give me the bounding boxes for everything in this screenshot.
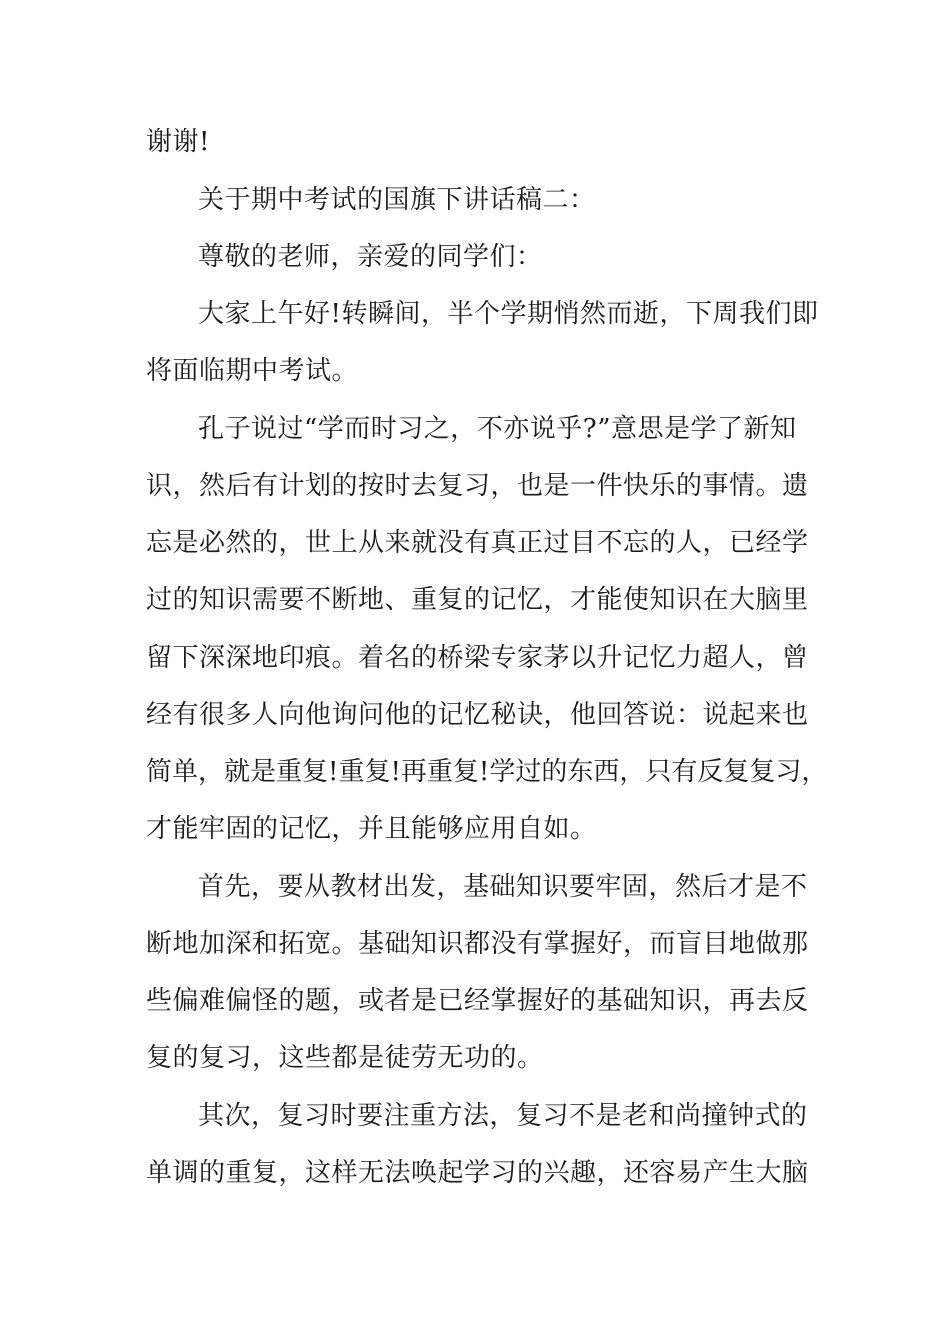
paragraph-line: 识，然后有计划的按时去复习，也是一件快乐的事情。遗	[146, 471, 809, 501]
section-title: 关于期中考试的国旗下讲话稿二：	[198, 185, 596, 215]
paragraph-line: 其次，复习时要注重方法，复习不是老和尚撞钟式的	[198, 1101, 808, 1131]
paragraph-line: 复的复习，这些都是徒劳无功的。	[146, 1043, 544, 1073]
paragraph-line: 忘是必然的，世上从来就没有真正过目不忘的人，已经学	[146, 528, 809, 558]
paragraph-line: 首先，要从教材出发，基础知识要牢固，然后才是不	[198, 872, 808, 902]
paragraph-line: 将面临期中考试。	[146, 356, 359, 386]
paragraph-line: 孔子说过“学而时习之，不亦说乎?”意思是学了新知	[198, 414, 797, 444]
salutation: 尊敬的老师，亲爱的同学们：	[198, 242, 543, 272]
closing-thanks: 谢谢!	[146, 127, 210, 157]
paragraph-line: 简单，就是重复!重复!再重复!学过的东西，只有反复复习，	[146, 757, 828, 787]
paragraph-line: 断地加深和拓宽。基础知识都没有掌握好，而盲目地做那	[146, 929, 809, 959]
paragraph-line: 大家上午好!转瞬间，半个学期悄然而逝，下周我们即	[198, 299, 819, 329]
paragraph-line: 留下深深地印痕。着名的桥梁专家茅以升记忆力超人，曾	[146, 643, 809, 673]
paragraph-line: 些偏难偏怪的题，或者是已经掌握好的基础知识，再去反	[146, 986, 809, 1016]
paragraph-line: 单调的重复，这样无法唤起学习的兴趣，还容易产生大脑	[146, 1158, 809, 1188]
paragraph-line: 才能牢固的记忆，并且能够应用自如。	[146, 814, 597, 844]
paragraph-line: 经有很多人向他询问他的记忆秘诀，他回答说：说起来也	[146, 700, 809, 730]
paragraph-line: 过的知识需要不断地、重复的记忆，才能使知识在大脑里	[146, 585, 809, 615]
